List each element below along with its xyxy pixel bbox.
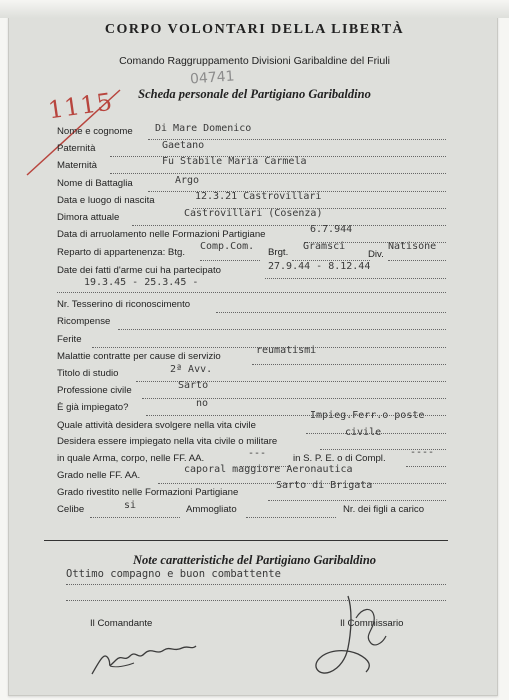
division-line [388,260,446,261]
employed-value: no [196,398,209,409]
father-label: Paternità [57,143,96,154]
children-label: Nr. dei figli a carico [343,504,425,515]
employed-label: È già impiegato? [57,402,129,413]
married-label: Ammogliato [186,504,237,515]
pencil-number: 04741 [189,68,236,88]
desired-activity-label: Quale attività desidera svolgere nella vita civile [57,420,256,431]
actions-label: Date dei fatti d'arme cui ha partecipato [57,265,221,276]
spe-value: ---- [410,447,435,458]
arms-value: --- [248,448,267,459]
unit-value: Comp.Com. [200,241,255,252]
partisan-rank-label: Grado rivestito nelle Formazioni Partigiane [57,487,239,498]
spe-line [406,466,446,467]
wounds-label: Ferite [57,334,82,345]
brigade-label: Brgt. [268,247,289,258]
residence-line [132,225,446,226]
illness-label: Malattie contratte per cause di servizio [57,351,221,362]
residence-label: Dimora attuale [57,212,120,223]
actions-value-1: 27.9.44 - 8.12.44 [268,261,371,272]
torn-paper-edge [0,0,509,18]
mother-label: Maternità [57,160,97,171]
commissioner-label: Il Commissario [340,618,404,629]
desired-activity-value: Impieg.Ferr.o poste [310,410,425,421]
notes-line-1 [66,584,446,585]
mother-value: Fu Stabile Maria Carmela [162,156,307,167]
mother-line [110,173,446,174]
enlistment-label: Data di arruolamento nelle Formazioni Partigiane [57,229,266,240]
father-value: Gaetano [162,140,205,151]
birth-value: 12.3.21 Castrovillari [195,191,322,202]
study-value: 2ª Avv. [170,364,213,375]
battle-name-value: Argo [175,175,200,186]
civil-military-value: civile [345,427,382,438]
single-label: Celibe [57,504,85,515]
red-stamp-number: 1115 [46,87,115,125]
section-divider [44,540,448,541]
profession-line [142,398,446,399]
commissioner-signature [300,588,410,683]
division-value: Natisone [388,241,437,252]
illness-line [252,364,446,365]
unit-label: Reparto di appartenenza: Btg. [57,247,186,258]
command-subtitle: Comando Raggruppamento Divisioni Garibaldine del Friuli [119,55,390,67]
illness-value: reumatismi [256,345,317,356]
battle-name-label: Nome di Battaglia [57,178,133,189]
actions-line-2 [57,292,446,293]
card-number-label: Nr. Tesserino di riconoscimento [57,299,191,310]
partisan-rank-line [268,500,446,501]
unit-line [200,260,260,261]
partisan-rank-value: Sarto di Brigata [276,480,373,491]
married-line [246,517,336,518]
rank-label: Grado nelle FF. AA. [57,470,141,481]
enlistment-value: 6.7.944 [310,224,353,235]
actions-line [265,278,446,279]
residence-value: Castrovillari (Cosenza) [184,208,323,219]
name-label: Nome e cognome [57,126,133,137]
profession-value: Sarto [178,380,209,391]
civil-military-label: Desidera essere impiegato nella vita civile o militare [57,436,278,447]
brigade-value: Gramsci [303,241,346,252]
notes-title: Note caratteristiche del Partigiano Garibaldino [132,553,377,567]
division-label: Div. [368,249,384,260]
birth-label: Data e luogo di nascita [57,195,155,206]
awards-label: Ricompense [57,316,111,327]
rank-value: caporal maggiore Aeronautica [184,464,353,475]
profession-label: Professione civile [57,385,132,396]
awards-line [118,329,446,330]
form-title: Scheda personale del Partigiano Garibaldino [138,87,371,101]
card-number-line [216,312,446,313]
commander-signature [86,630,206,680]
name-value: Di Mare Domenico [155,123,252,134]
single-value: si [124,500,137,511]
notes-text: Ottimo compagno e buon combattente [66,568,281,580]
organization-title: CORPO VOLONTARI DELLA LIBERTÀ [104,22,405,37]
single-line [90,517,180,518]
spe-label: in S. P. E. o di Compl. [293,453,386,464]
actions-value-2: 19.3.45 - 25.3.45 - [84,277,199,288]
commander-label: Il Comandante [90,618,153,629]
arms-label: in quale Arma, corpo, nelle FF. AA. [57,453,205,464]
study-label: Titolo di studio [57,368,119,379]
